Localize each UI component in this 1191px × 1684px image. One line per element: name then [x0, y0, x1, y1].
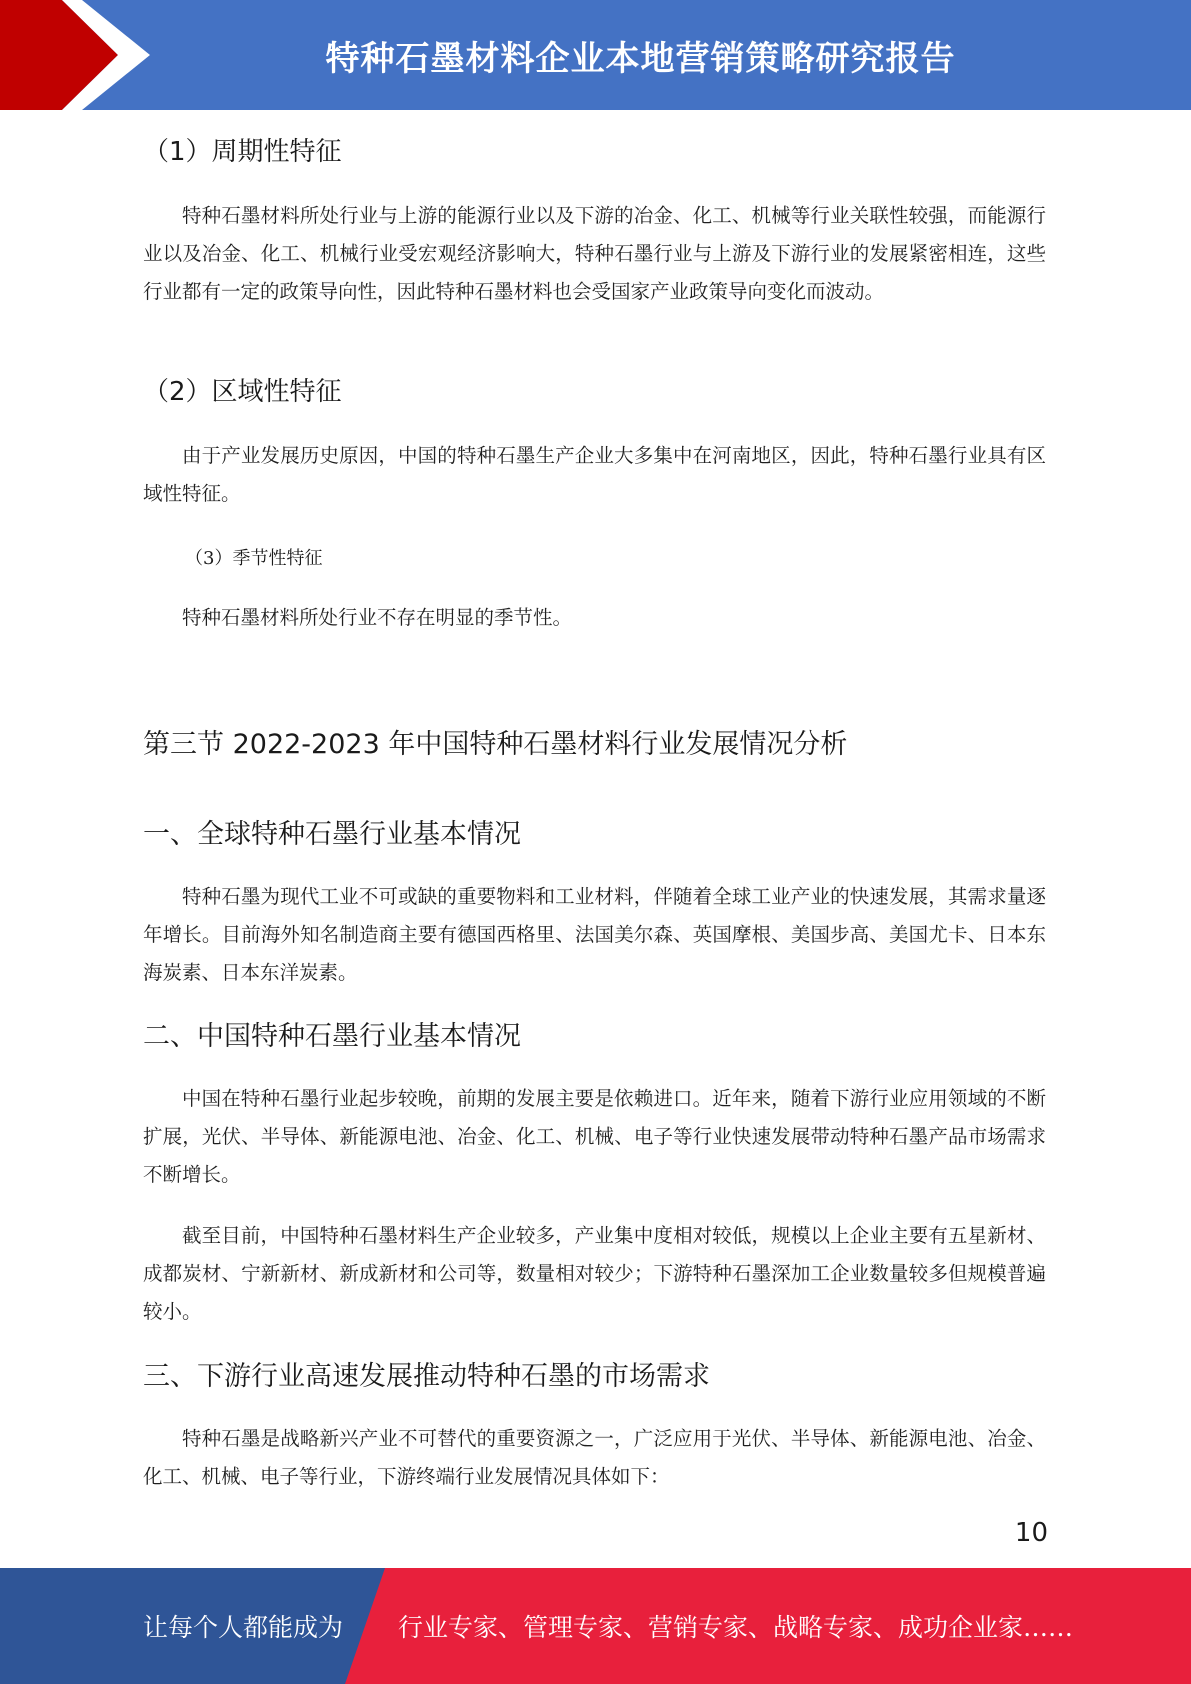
paragraph-seasonal: 特种石墨材料所处行业不存在明显的季节性。 [182, 606, 573, 629]
paragraph-china-industry-2: 截至目前，中国特种石墨材料生产企业较多，产业集中度相对较低，规模以上企业主要有五星新材、成都炭材、宁新新材、新成新材和公司等，数量相对较少；下游特种石墨深加工企业数量较多但规模普遍较小。 [143, 1224, 1046, 1323]
paragraph-regional: 由于产业发展历史原因，中国的特种石墨生产企业大多集中在河南地区，因此，特种石墨行业具有区域性特征。 [143, 444, 1046, 505]
footer-slogan-right: 行业专家、管理专家、营销专家、战略专家、成功企业家…… [398, 1613, 1074, 1642]
heading-china-industry: 二、中国特种石墨行业基本情况 [143, 1021, 521, 1052]
paragraph-cyclical: 特种石墨材料所处行业与上游的能源行业以及下游的冶金、化工、机械等行业关联性较强，而能源行业以及冶金、化工、机械行业受宏观经济影响大，特种石墨行业与上游及下游行业的发展紧密相连，这些行业都有一定的政策导向性，因此特种石墨材料也会受国家产业政策导向变化而波动。 [143, 204, 1046, 303]
footer-slogan-left: 让每个人都能成为 [143, 1613, 344, 1642]
section-heading-cyclical: （1）周期性特征 [143, 137, 342, 167]
paragraph-china-industry-1: 中国在特种石墨行业起步较晚，前期的发展主要是依赖进口。近年来，随着下游行业应用领域的不断扩展，光伏、半导体、新能源电池、冶金、化工、机械、电子等行业快速发展带动特种石墨产品市场需求不断增长。 [143, 1087, 1046, 1186]
report-title: 特种石墨材料企业本地营销策略研究报告 [325, 38, 956, 79]
header-chevron-decoration [0, 0, 160, 110]
paragraph-downstream-demand: 特种石墨是战略新兴产业不可替代的重要资源之一，广泛应用于光伏、半导体、新能源电池、冶金、化工、机械、电子等行业，下游终端行业发展情况具体如下： [143, 1427, 1046, 1488]
section-heading-seasonal: （3）季节性特征 [185, 548, 323, 569]
paragraph-global-industry: 特种石墨为现代工业不可或缺的重要物料和工业材料，伴随着全球工业产业的快速发展，其需求量逐年增长。目前海外知名制造商主要有德国西格里、法国美尔森、英国摩根、美国步高、美国尤卡、日本东海炭素、日本东洋炭素。 [143, 885, 1046, 984]
section-heading-regional: （2）区域性特征 [143, 377, 342, 407]
page-number: 10 [1014, 1518, 1048, 1548]
heading-global-industry: 一、全球特种石墨行业基本情况 [143, 819, 521, 850]
chapter-heading: 第三节 2022-2023 年中国特种石墨材料行业发展情况分析 [143, 729, 848, 760]
footer-banner [0, 1568, 1191, 1684]
header-banner [0, 0, 1191, 110]
heading-downstream-demand: 三、下游行业高速发展推动特种石墨的市场需求 [143, 1361, 710, 1392]
